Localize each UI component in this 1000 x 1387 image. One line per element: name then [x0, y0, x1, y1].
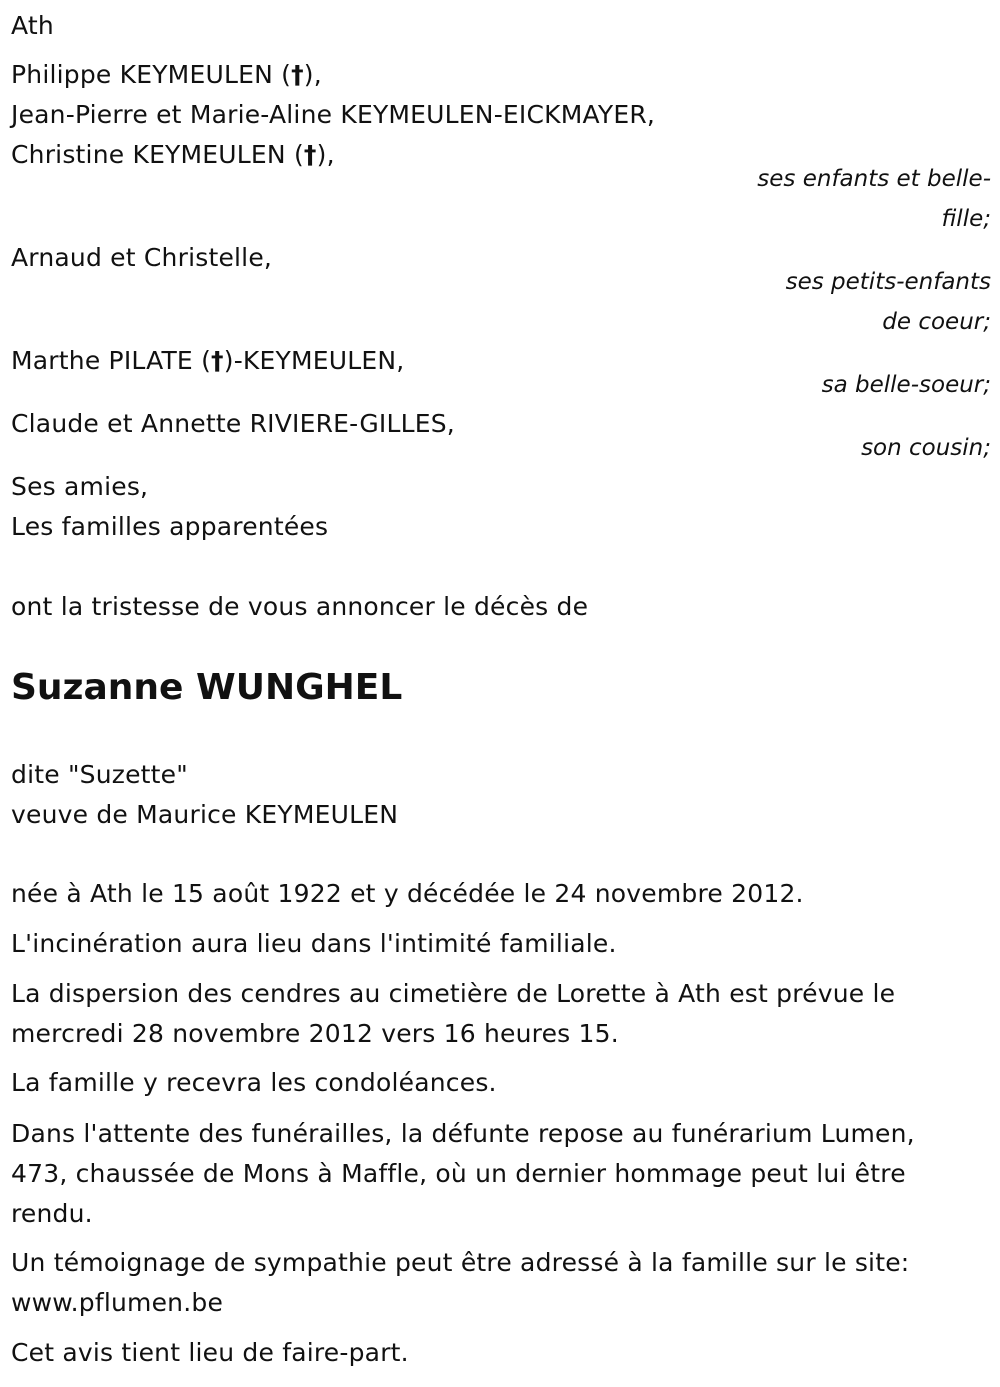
funerarium-line3: rendu.: [11, 1199, 93, 1228]
cousin-names: Claude et Annette RIVIERE-GILLES,: [11, 409, 455, 438]
announcement: ont la tristesse de vous annoncer le décès de: [11, 592, 589, 621]
relatives: Les familles apparentées: [11, 512, 329, 541]
children-relation-part1: ses enfants et belle-: [757, 166, 991, 192]
deceased-name: Suzanne WUNGHEL: [11, 667, 403, 708]
dispersion-line1: La dispersion des cendres au cimetière de Lorette à Ath est prévue le: [11, 979, 896, 1008]
dispersion-line2: mercredi 28 novembre 2012 vers 16 heures 15.: [11, 1019, 619, 1048]
friends: Ses amies,: [11, 472, 149, 501]
sister-in-law-name: Marthe PILATE (†)-KEYMEULEN,: [11, 346, 405, 375]
deceased-nickname: dite "Suzette": [11, 760, 188, 789]
child-philippe-name: Philippe KEYMEULEN (: [11, 60, 292, 89]
website-link[interactable]: www.pflumen.be: [11, 1288, 224, 1317]
cremation: L'incinération aura lieu dans l'intimité familiale.: [11, 929, 617, 958]
child-philippe: Philippe KEYMEULEN (†),: [11, 60, 322, 89]
funerarium-line1: Dans l'attente des funérailles, la défunte repose au funérarium Lumen,: [11, 1119, 915, 1148]
child-jean-pierre: Jean-Pierre et Marie-Aline KEYMEULEN-EICKMAYER,: [11, 100, 656, 129]
sympathy-line1: Un témoignage de sympathie peut être adressé à la famille sur le site:: [11, 1248, 910, 1277]
grandchildren-names: Arnaud et Christelle,: [11, 243, 273, 272]
sister-in-law-relation: sa belle-soeur;: [821, 372, 991, 398]
location: Ath: [11, 11, 54, 40]
child-christine: Christine KEYMEULEN (†),: [11, 140, 335, 169]
grandchildren-relation-part1: ses petits-enfants: [785, 269, 991, 295]
notice: Cet avis tient lieu de faire-part.: [11, 1338, 409, 1367]
cousin-relation: son cousin;: [861, 435, 991, 461]
cross-icon: †: [291, 60, 304, 89]
grandchildren-relation-part2: de coeur;: [882, 309, 991, 335]
child-christine-name: Christine KEYMEULEN (: [11, 140, 304, 169]
funerarium-line2: 473, chaussée de Mons à Maffle, où un dernier hommage peut lui être: [11, 1159, 906, 1188]
cross-icon: †: [303, 140, 317, 169]
cross-icon: †: [211, 346, 224, 375]
deceased-widow-of: veuve de Maurice KEYMEULEN: [11, 800, 399, 829]
birth-death: née à Ath le 15 août 1922 et y décédée le 24 novembre 2012.: [11, 879, 804, 908]
children-relation-part2: fille;: [941, 206, 991, 232]
condolences: La famille y recevra les condoléances.: [11, 1068, 497, 1097]
